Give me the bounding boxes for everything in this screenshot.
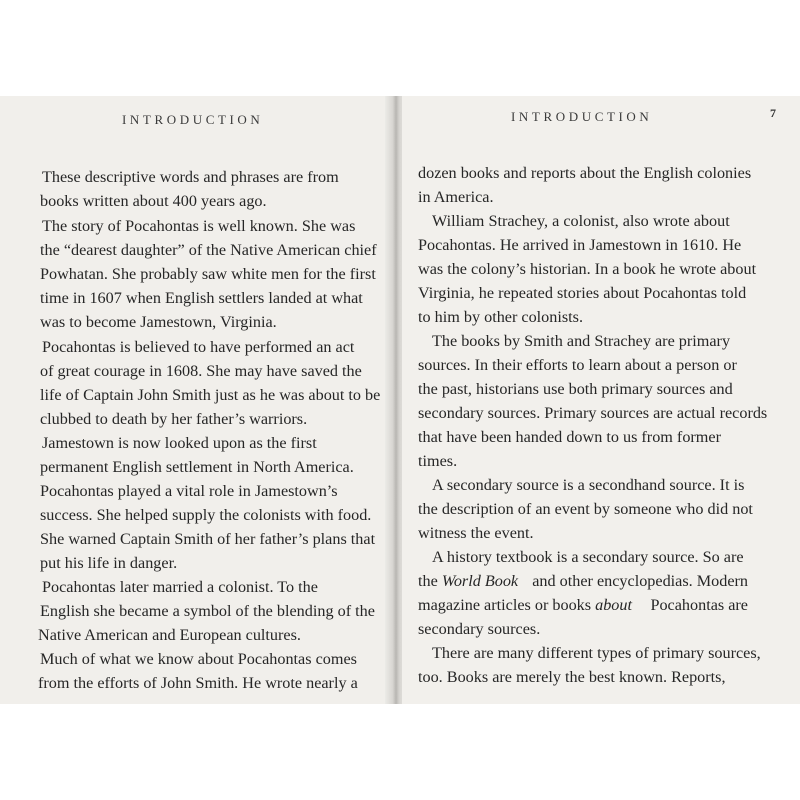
text-line: English she became a symbol of the blending of the [40, 602, 375, 620]
book-title: World Book [441, 572, 519, 590]
text-line: time in 1607 when English settlers landed at what [40, 289, 363, 307]
text-line: She warned Captain Smith of her father’s plans that [40, 530, 376, 548]
text-line: These descriptive words and phrases are from [42, 168, 339, 186]
text-line: secondary sources. Primary sources are actual records [418, 404, 768, 422]
text-line: life of Captain John Smith just as he was about to be [40, 386, 381, 404]
text-line: A history textbook is a secondary source. So are [432, 548, 744, 566]
text-line [418, 572, 748, 591]
text-line: Native American and European cultures. [38, 626, 301, 644]
running-head: INTRODUCTION [511, 109, 653, 124]
running-head: INTRODUCTION [122, 112, 264, 127]
text-run: Pocahontas are [650, 596, 748, 614]
text-line: that have been handed down to us from former [418, 428, 721, 446]
text-line: times. [418, 452, 458, 470]
text-line: was to become Jamestown, Virginia. [40, 313, 277, 331]
text-line: Powhatan. She probably saw white men for the first [40, 265, 376, 283]
text-line: Pocahontas is believed to have performed an act [42, 338, 355, 356]
page-number: 7 [770, 106, 776, 120]
text-line: Pocahontas. He arrived in Jamestown in 1610. He [418, 236, 742, 254]
text-line: There are many different types of primary sources, [432, 644, 761, 662]
text-line: put his life in danger. [40, 554, 178, 572]
text-line: the “dearest daughter” of the Native American chief [40, 241, 377, 259]
text-line: The books by Smith and Strachey are primary [432, 332, 731, 350]
right-page [402, 96, 800, 704]
text-line: too. Books are merely the best known. Reports, [418, 668, 726, 686]
left-page [0, 96, 392, 704]
text-run: and other encyclopedias. Modern [532, 572, 748, 590]
text-run: the [418, 572, 442, 590]
text-line: success. She helped supply the colonists with food. [40, 506, 372, 524]
text-line: from the efforts of John Smith. He wrote nearly a [38, 674, 358, 692]
text-line: Pocahontas played a vital role in Jamestown’s [40, 482, 338, 500]
text-line: books written about 400 years ago. [40, 192, 267, 210]
text-line: The story of Pocahontas is well known. She was [42, 217, 356, 235]
text-run: magazine articles or books [418, 596, 596, 614]
text-line: clubbed to death by her father’s warriors. [40, 410, 308, 428]
text-line: Much of what we know about Pocahontas comes [40, 650, 357, 668]
text-line: the description of an event by someone who did not [418, 500, 753, 518]
text-line: to him by other colonists. [418, 308, 584, 326]
text-line: witness the event. [418, 524, 534, 542]
text-line: A secondary source is a secondhand source. It is [432, 476, 745, 494]
text-line: in America. [418, 188, 494, 206]
text-line: permanent English settlement in North America. [40, 458, 354, 476]
text-line: Pocahontas later married a colonist. To the [42, 578, 318, 596]
text-line: dozen books and reports about the English colonies [418, 164, 752, 182]
text-line: secondary sources. [418, 620, 541, 638]
text-line [418, 596, 748, 615]
text-line: Jamestown is now looked upon as the first [42, 434, 317, 452]
text-line: the past, historians use both primary sources and [418, 380, 733, 398]
text-line: of great courage in 1608. She may have saved the [40, 362, 362, 380]
text-line: sources. In their efforts to learn about a person or [418, 356, 737, 374]
text-line: was the colony’s historian. In a book he wrote about [418, 260, 757, 278]
text-line: Virginia, he repeated stories about Pocahontas told [418, 284, 747, 302]
emphasis: about [595, 596, 632, 614]
text-line: William Strachey, a colonist, also wrote about [432, 212, 730, 230]
